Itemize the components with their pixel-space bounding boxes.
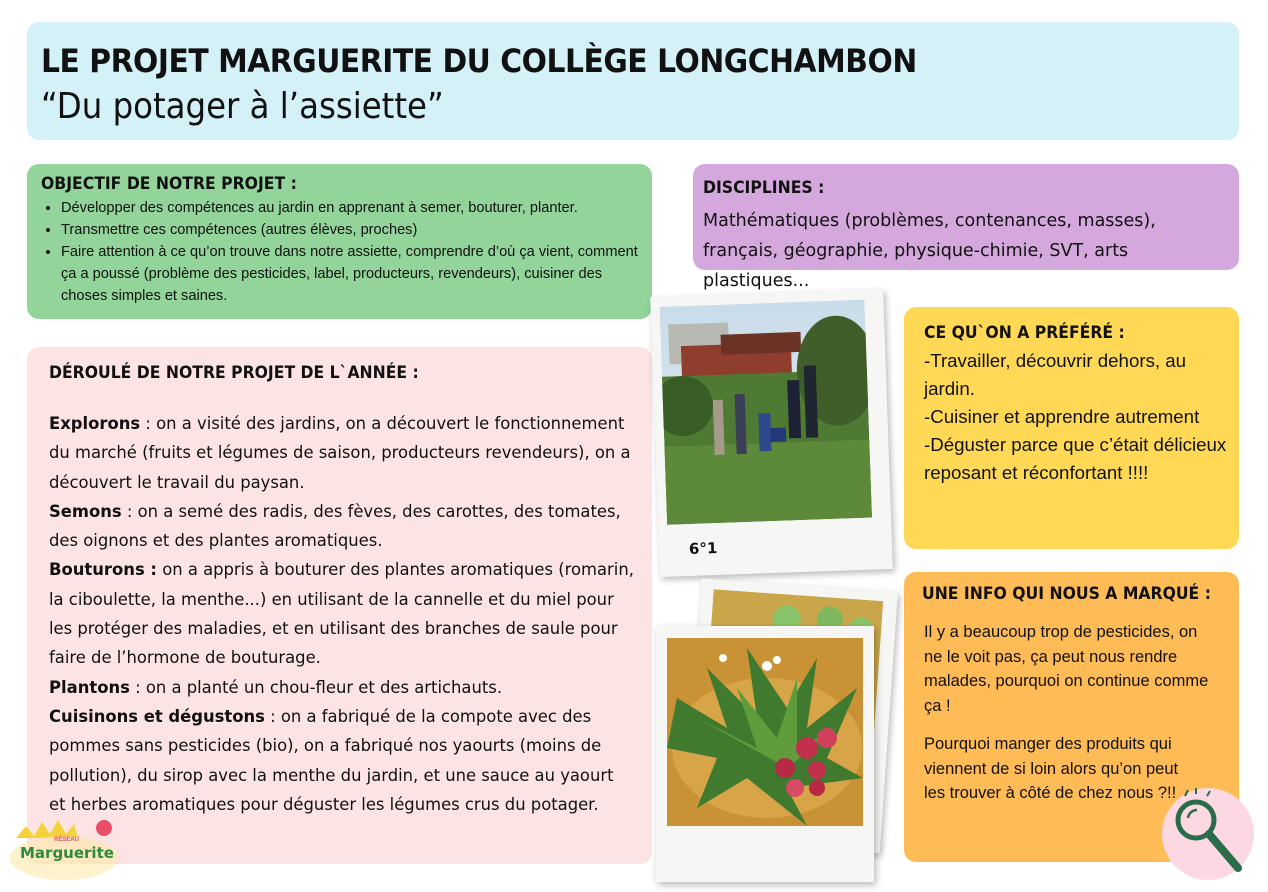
step-text: on a semé des radis, des fèves, des carottes, des tomates, des oignons et des plantes aromatiques.	[49, 501, 621, 551]
info-paragraph: Pourquoi manger des produits qui viennent de si loin alors qu’on peut les trouver à côté de chez nous ?!!	[924, 735, 1179, 802]
objectif-section	[27, 164, 652, 319]
step-text: on a visité des jardins, on a découvert le fonctionnement du marché (fruits et légumes de saison, producteurs revendeurs), on a découvert le travail du paysan.	[49, 414, 631, 492]
info-title: UNE INFO QUI NOUS A MARQUÉ :	[922, 584, 1211, 604]
deroule-title: DÉROULÉ DE NOTRE PROJET DE L`ANNÉE :	[49, 363, 419, 383]
step-text: on a appris à bouturer des plantes aromatiques (romarin, la ciboulette, la menthe...) en utilisant de la cannelle et du miel pour les protéger des maladies, et en utilisant des branches de saule pour faire de l’hormone de bouturage.	[49, 560, 634, 668]
step-text: on a planté un chou-fleur et des artichauts.	[145, 677, 503, 697]
step-label: Plantons	[49, 677, 130, 697]
page-title: LE PROJET MARGUERITE DU COLLÈGE LONGCHAMBON	[41, 42, 917, 80]
header-banner	[27, 22, 1239, 140]
deroule-step: Semons : on a semé des radis, des fèves, des carottes, des tomates, des oignons et des plantes aromatiques.	[49, 501, 621, 551]
radish-photo	[667, 638, 863, 826]
prefere-line: -Travailler, découvrir dehors, au jardin.	[924, 350, 1187, 399]
step-label: Semons	[49, 501, 122, 521]
disciplines-title: DISCIPLINES :	[703, 178, 825, 198]
prefere-line: -Cuisiner et apprendre autrement	[924, 406, 1200, 427]
step-label: Explorons	[49, 414, 141, 433]
info-text	[922, 620, 1229, 806]
step-text: on a fabriqué de la compote avec des pommes sans pesticides (bio), on a fabriqué nos yaourts (moins de pollution), du sirop avec la menthe du jardin, et une sauce au yaourt et herbes aromatiques pour déguster les légumes crus du potager.	[49, 706, 614, 814]
deroule-step: Plantons : on a planté un chou-fleur et des artichauts.	[49, 677, 503, 697]
garden-photo	[660, 300, 872, 525]
prefere-title: CE QU`ON A PRÉFÉRÉ :	[924, 323, 1125, 343]
objectif-item: • Transmettre ces compétences (autres élèves, proches)	[61, 219, 640, 241]
step-label: Cuisinons et dégustons	[49, 706, 265, 726]
deroule-step: Cuisinons et dégustons : on a fabriqué de la compote avec des pommes sans pesticides (bio), on a fabriqué nos yaourts (moins de pollution), du sirop avec la menthe du jardin, et une sauce au yaourt et herbes aromatiques pour déguster les légumes crus du potager.	[49, 706, 614, 814]
objectif-item: • Développer des compétences au jardin en apprenant à semer, bouturer, planter.	[61, 197, 640, 219]
page-subtitle: “Du potager à l’assiette”	[41, 86, 444, 127]
garden-photo-frame	[650, 289, 893, 577]
logo-main-text: Marguerite	[20, 844, 114, 862]
objectif-list	[41, 197, 640, 307]
reseau-marguerite-logo	[4, 808, 164, 892]
prefere-line: -Déguster parce que c’était délicieux reposant et réconfortant !!!!	[924, 434, 1227, 483]
prefere-section	[904, 307, 1239, 549]
disciplines-text: Mathématiques (problèmes, contenances, masses), français, géographie, physique-chimie, SVT, arts plastiques...	[703, 211, 1156, 291]
photo-caption: 6°1	[688, 538, 718, 558]
disciplines-section	[693, 164, 1239, 291]
deroule-step: Explorons : on a visité des jardins, on a découvert le fonctionnement du marché (fruits et légumes de saison, producteurs revendeurs), on a découvert le travail du paysan.	[49, 414, 631, 492]
magnifier-icon	[1162, 788, 1254, 880]
radish-photo-frame	[656, 626, 874, 882]
deroule-body	[49, 409, 638, 819]
logo-small-text: RÉSEAU	[54, 837, 80, 843]
objectif-title: OBJECTIF DE NOTRE PROJET :	[41, 174, 297, 194]
info-paragraph: Il y a beaucoup trop de pesticides, on ne le voit pas, ça peut nous rendre malades, pourquoi on continue comme ça !	[924, 623, 1209, 715]
deroule-section	[27, 347, 652, 864]
objectif-item: • Faire attention à ce qu’on trouve dans notre assiette, comprendre d’où ça vient, comment ça a poussé (problème des pesticides, label, producteurs, revendeurs), cuisiner des choses simples et saines.	[61, 241, 640, 307]
deroule-step	[49, 555, 638, 672]
prefere-text	[924, 347, 1229, 487]
step-label: Bouturons :	[49, 560, 157, 580]
